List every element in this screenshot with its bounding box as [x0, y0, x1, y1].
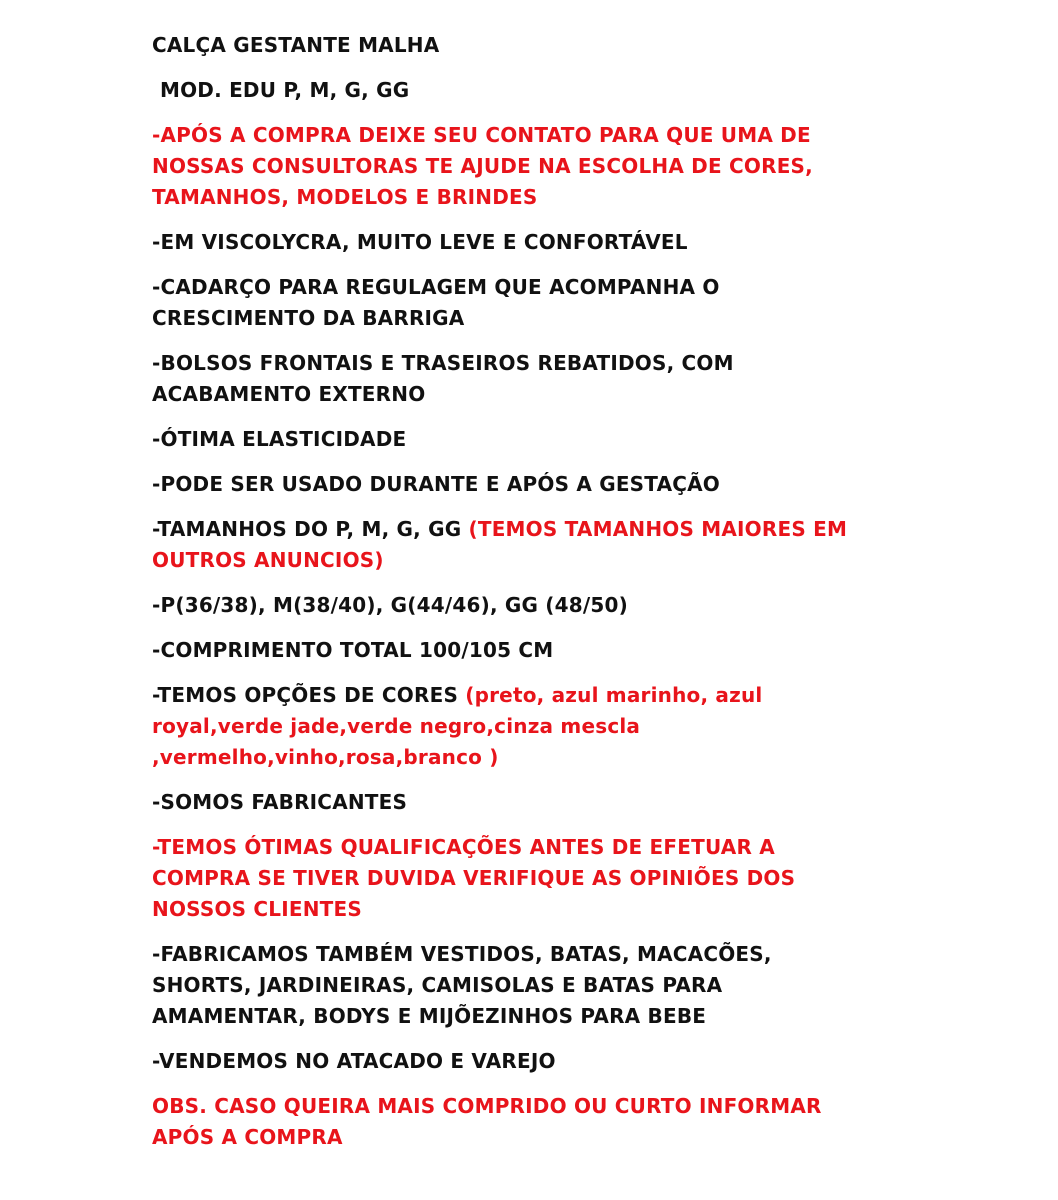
sizes-note: (TEMOS TAMANHOS MAIORES EM OUTROS ANUNCIOS) — [152, 517, 848, 572]
colors-prefix: -TEMOS OPÇÕES DE CORES — [152, 683, 459, 707]
usage-info: -PODE SER USADO DURANTE E APÓS A GESTAÇÃO — [152, 472, 721, 496]
after-purchase-notice: -APÓS A COMPRA DEIXE SEU CONTATO PARA QUE UMA DE NOSSAS CONSULTORAS TE AJUDE NA ESCOLHA DE CORES, TAMANHOS, MODELOS E BRINDES — [152, 123, 813, 209]
wholesale-info: -VENDEMOS NO ATACADO E VAREJO — [152, 1049, 556, 1073]
product-title: CALÇA GESTANTE MALHA — [152, 33, 440, 57]
elasticity-info: -ÓTIMA ELASTICIDADE — [152, 427, 407, 451]
manufacturers-info: -SOMOS FABRICANTES — [152, 790, 408, 814]
obs-notice: OBS. CASO QUEIRA MAIS COMPRIDO OU CURTO INFORMAR APÓS A COMPRA — [152, 1094, 822, 1149]
sizes-info — [152, 514, 867, 576]
size-table: -P(36/38), M(38/40), G(44/46), GG (48/50) — [152, 593, 628, 617]
ratings-notice: -TEMOS ÓTIMAS QUALIFICAÇÕES ANTES DE EFETUAR A COMPRA SE TIVER DUVIDA VERIFIQUE AS OPINIÕES DOS NOSSOS CLIENTES — [152, 835, 796, 921]
model-sizes: MOD. EDU P, M, G, GG — [160, 78, 410, 102]
colors-info — [152, 680, 782, 773]
drawstring-info: -CADARÇO PARA REGULAGEM QUE ACOMPANHA O CRESCIMENTO DA BARRIGA — [152, 275, 720, 330]
colors-list: (preto, azul marinho, azul royal,verde jade,verde negro,cinza mescla ,vermelho,vinho,rosa,branco ) — [152, 683, 763, 769]
pockets-info: -BOLSOS FRONTAIS E TRASEIROS REBATIDOS, COM ACABAMENTO EXTERNO — [152, 351, 734, 406]
fabric-info: -EM VISCOLYCRA, MUITO LEVE E CONFORTÁVEL — [152, 230, 688, 254]
length-info: -COMPRIMENTO TOTAL 100/105 CM — [152, 638, 554, 662]
sizes-prefix: -TAMANHOS DO P, M, G, GG — [152, 517, 462, 541]
product-description — [152, 30, 882, 1167]
also-make-info: -FABRICAMOS TAMBÉM VESTIDOS, BATAS, MACACÕES, SHORTS, JARDINEIRAS, CAMISOLAS E BATAS PARA AMAMENTAR, BODYS E MIJÕEZINHOS PARA BEBE — [152, 942, 772, 1028]
